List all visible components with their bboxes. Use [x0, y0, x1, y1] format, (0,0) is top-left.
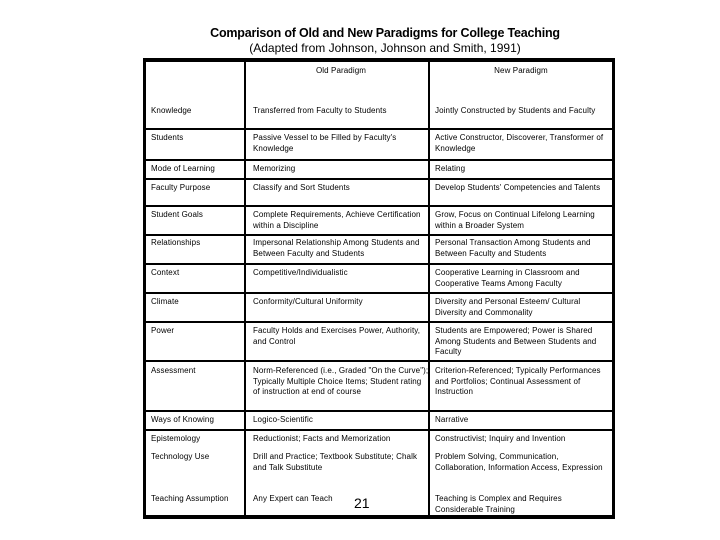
row-aspect: Faculty Purpose [151, 183, 211, 192]
row-new-paradigm: Grow, Focus on Continual Lifelong Learning within a Broader System [435, 210, 595, 230]
row-new-paradigm: Jointly Constructed by Students and Faculty [435, 106, 596, 115]
row-new-paradigm: Develop Students' Competencies and Talents [435, 183, 601, 192]
row-divider [146, 205, 612, 207]
row-aspect: Mode of Learning [151, 164, 215, 173]
row-aspect: Students [151, 133, 184, 142]
page-number: 21 [354, 495, 370, 511]
row-old-paradigm: Competitive/Individualistic [253, 268, 348, 277]
row-divider [146, 263, 612, 265]
row-aspect: Ways of Knowing [151, 415, 215, 424]
row-aspect: Context [151, 268, 180, 277]
page-subtitle: (Adapted from Johnson, Johnson and Smith, 1991) [249, 41, 521, 55]
row-aspect: Student Goals [151, 210, 203, 219]
row-aspect: Relationships [151, 238, 201, 247]
row-old-paradigm: Transferred from Faculty to Students [253, 106, 387, 115]
row-old-paradigm: Faculty Holds and Exercises Power, Authority, and Control [253, 326, 421, 346]
row-new-paradigm: Active Constructor, Discoverer, Transformer of Knowledge [435, 133, 604, 153]
row-aspect: Assessment [151, 366, 196, 375]
row-divider [146, 178, 612, 180]
row-divider [146, 321, 612, 323]
row-old-paradigm: Any Expert can Teach [253, 494, 333, 503]
row-old-paradigm: Conformity/Cultural Uniformity [253, 297, 363, 306]
row-divider [146, 234, 612, 236]
row-old-paradigm: Memorizing [253, 164, 296, 173]
row-old-paradigm: Norm-Referenced (i.e., Graded "On the Curve"); Typically Multiple Choice Items; Student rating of instruction at end of course [253, 366, 429, 397]
row-new-paradigm: Criterion-Referenced; Typically Performances and Portfolios; Continual Assessment of Instruction [435, 366, 601, 397]
row-divider [146, 360, 612, 362]
row-divider [146, 128, 612, 130]
row-aspect: Knowledge [151, 106, 192, 115]
row-old-paradigm: Complete Requirements, Achieve Certification within a Discipline [253, 210, 421, 230]
row-new-paradigm: Constructivist; Inquiry and Invention [435, 434, 566, 443]
row-aspect: Teaching Assumption [151, 494, 229, 503]
row-aspect: Epistemology [151, 434, 201, 443]
row-new-paradigm: Diversity and Personal Esteem/ Cultural Diversity and Commonality [435, 297, 581, 317]
row-new-paradigm: Teaching is Complex and Requires Considerable Training [435, 494, 562, 514]
paradigm-comparison-table [143, 58, 615, 519]
row-divider [146, 429, 612, 431]
row-aspect: Power [151, 326, 175, 335]
row-old-paradigm: Impersonal Relationship Among Students and Between Faculty and Students [253, 238, 420, 258]
row-old-paradigm: Reductionist; Facts and Memorization [253, 434, 391, 443]
row-new-paradigm: Relating [435, 164, 466, 173]
row-aspect: Climate [151, 297, 179, 306]
header-old-paradigm: Old Paradigm [315, 66, 367, 75]
row-new-paradigm: Personal Transaction Among Students and Between Faculty and Students [435, 238, 591, 258]
page-title: Comparison of Old and New Paradigms for College Teaching [210, 26, 560, 40]
row-aspect: Technology Use [151, 452, 210, 461]
row-divider [146, 292, 612, 294]
row-old-paradigm: Passive Vessel to be Filled by Faculty's Knowledge [253, 133, 397, 153]
row-new-paradigm: Students are Empowered; Power is Shared Among Students and Between Students and Faculty [435, 326, 597, 357]
row-old-paradigm: Classify and Sort Students [253, 183, 350, 192]
row-new-paradigm: Cooperative Learning in Classroom and Cooperative Teams Among Faculty [435, 268, 580, 288]
row-old-paradigm: Drill and Practice; Textbook Substitute; Chalk and Talk Substitute [253, 452, 418, 472]
row-new-paradigm: Narrative [435, 415, 469, 424]
row-divider [146, 410, 612, 412]
row-old-paradigm: Logico-Scientific [253, 415, 313, 424]
row-new-paradigm: Problem Solving, Communication, Collaboration, Information Access, Expression [435, 452, 603, 472]
header-new-paradigm: New Paradigm [494, 66, 548, 75]
row-divider [146, 159, 612, 161]
